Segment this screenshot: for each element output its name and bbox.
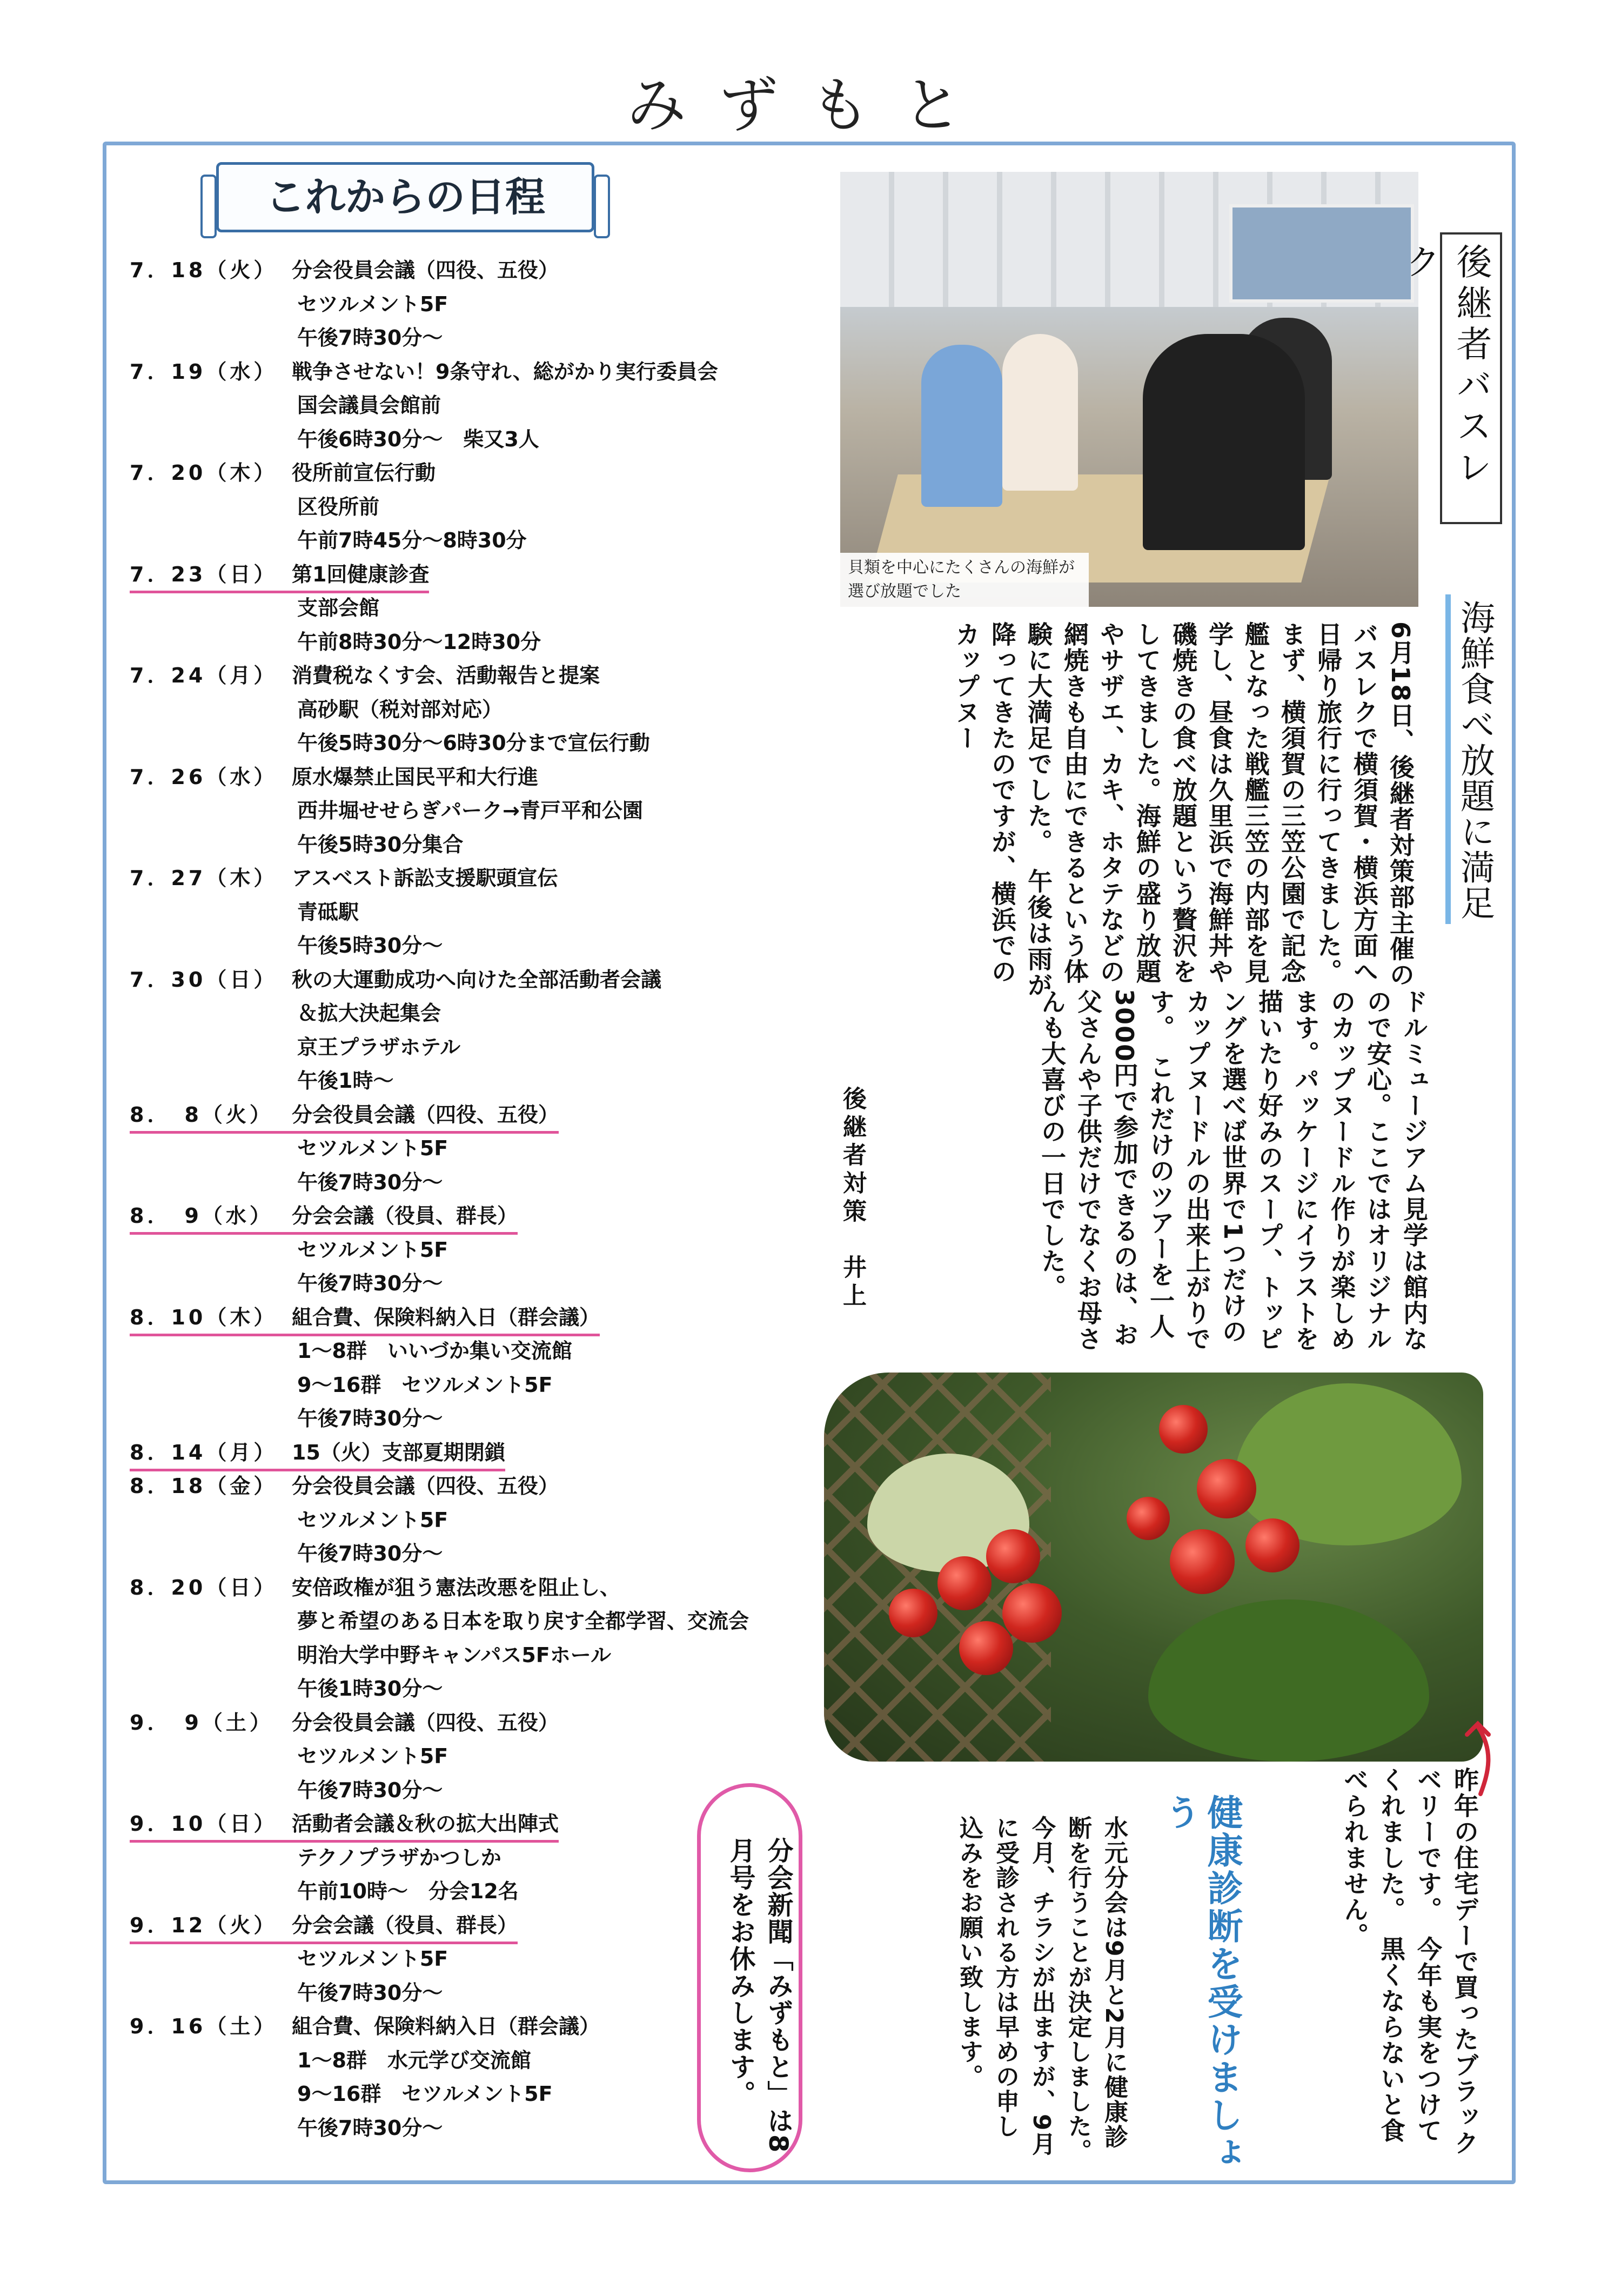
schedule-date: 7．20（木） <box>130 461 278 485</box>
schedule-date: 7．19（水） <box>130 359 278 384</box>
schedule-line <box>297 1267 443 1300</box>
schedule-text: 15（火）支部夏期閉鎖 <box>292 1440 505 1464</box>
schedule-text: 西井堀せせらぎパーク→青戸平和公園 <box>297 799 643 822</box>
schedule-text: 1～8群 水元学び交流館 <box>297 2048 531 2072</box>
schedule-line <box>130 1808 559 1843</box>
schedule-text: 午後1時30分～ <box>297 1677 443 1701</box>
photo-berry <box>1159 1405 1208 1454</box>
schedule-line <box>297 828 463 861</box>
schedule-date: 7．23（日） <box>130 562 278 586</box>
schedule-text: 活動者会議＆秋の拡大出陣式 <box>292 1812 559 1836</box>
schedule-line <box>297 1234 448 1266</box>
schedule-line <box>297 1166 443 1199</box>
schedule-line <box>297 491 379 523</box>
schedule-text: アスベスト訴訟支援駅頭宣伝 <box>292 866 558 890</box>
schedule-text: 青砥駅 <box>297 900 359 924</box>
schedule-line <box>297 592 379 624</box>
schedule-date: 7．18（火） <box>130 258 278 282</box>
schedule-date: 7．24（月） <box>130 664 278 687</box>
schedule-line <box>297 389 441 421</box>
schedule-text: 組合費、保険料納入日（群会議） <box>292 2014 600 2038</box>
schedule-line <box>297 1774 443 1806</box>
schedule-text: 分会会議（役員、群長） <box>292 1913 518 1937</box>
schedule-line <box>297 1740 448 1772</box>
schedule-text: 午後7時30分～ <box>297 1271 443 1295</box>
schedule-line <box>297 929 443 962</box>
schedule-text: 組合費、保険料納入日（群会議） <box>292 1305 600 1329</box>
schedule-text: 夢と希望のある日本を取り戻す全都学習、交流会 <box>297 1609 749 1633</box>
schedule-text: 9～16群 セツルメント5F <box>297 2082 553 2106</box>
photo-person <box>1143 334 1305 550</box>
schedule-text: セツルメント5F <box>297 1947 448 1971</box>
schedule-line <box>297 423 539 456</box>
schedule-line <box>297 1605 749 1637</box>
schedule-text: セツルメント5F <box>297 1744 448 1768</box>
photo-person <box>921 345 1002 507</box>
schedule-text: 午後7時30分～ <box>297 326 443 350</box>
photo-berry <box>1245 1518 1300 1572</box>
schedule-line <box>297 1369 553 1401</box>
schedule-date: 8．14（月） <box>130 1440 278 1464</box>
schedule-text: 高砂駅（税対部対応） <box>297 697 503 721</box>
schedule-text: 分会役員会議（四役、五役） <box>292 258 559 282</box>
photo-berry <box>1197 1459 1256 1518</box>
schedule-line <box>297 1504 448 1536</box>
schedule-date: 7．27（木） <box>130 866 278 890</box>
schedule-date: 9．12（火） <box>130 1913 278 1937</box>
schedule-line <box>297 727 650 759</box>
health-checkup-body: 水元分会は9月と2月に健康診断を行うことが決定しました。 今月、チラシが出ますが、9月に受診される方は早めの申し込みをお願い致します。 <box>955 1816 1128 2177</box>
photo-berry <box>959 1621 1013 1675</box>
schedule-date: 8．18（金） <box>130 1474 278 1498</box>
schedule-text: セツルメント5F <box>297 292 448 316</box>
article-headline: 海鮮食べ放題に満足 <box>1455 600 1495 921</box>
schedule-date: 8． 9（水） <box>130 1204 273 1228</box>
schedule-text: 分会役員会議（四役、五役） <box>292 1474 559 1498</box>
schedule-line <box>297 2112 443 2144</box>
schedule-date: 7．26（水） <box>130 765 278 789</box>
buffet-photo <box>840 172 1418 607</box>
schedule-line <box>297 693 503 726</box>
schedule-line <box>297 794 643 827</box>
schedule-line <box>297 1537 443 1570</box>
schedule-text: 京王プラザホテル <box>297 1035 461 1059</box>
schedule-line <box>130 2010 600 2043</box>
schedule-text: 安倍政権が狙う憲法改悪を阻止し、 <box>292 1575 621 1599</box>
schedule-line <box>297 896 359 928</box>
photo-berry <box>1002 1583 1062 1643</box>
schedule-line <box>297 288 448 320</box>
schedule-line <box>130 963 661 996</box>
schedule-text: 国会議員会館前 <box>297 393 441 417</box>
schedule-line <box>297 1943 448 1975</box>
schedule-text: 午後7時30分～ <box>297 1778 443 1802</box>
schedule-text: 分会会議（役員、群長） <box>292 1204 518 1228</box>
schedule-text: 午後7時30分～ <box>297 2116 443 2140</box>
schedule-text: 区役所前 <box>297 494 380 519</box>
schedule-text: セツルメント5F <box>297 1136 448 1160</box>
schedule-line <box>130 761 538 793</box>
schedule-line <box>130 1909 518 1944</box>
schedule-line <box>130 558 429 593</box>
schedule-text: 9～16群 セツルメント5F <box>297 1373 553 1397</box>
schedule-text: セツルメント5F <box>297 1237 448 1262</box>
photo-person <box>1002 334 1078 491</box>
schedule-text: 役所前宣伝行動 <box>292 461 436 485</box>
schedule-text: 午後7時30分～ <box>297 1170 443 1194</box>
schedule-line <box>297 1132 448 1164</box>
newsletter-masthead: みずもと <box>627 71 994 140</box>
schedule-date: 9．16（土） <box>130 2014 278 2038</box>
blackberry-photo <box>824 1373 1483 1762</box>
photo-berry <box>1127 1497 1170 1540</box>
schedule-text: 1～8群 いいづか集い交流館 <box>297 1339 572 1363</box>
schedule-line <box>130 1470 559 1502</box>
photo-berry <box>889 1589 937 1637</box>
schedule-text: 午後7時30分～ <box>297 1407 443 1430</box>
schedule-text: 午後1時～ <box>297 1069 394 1093</box>
schedule-text: 午後5時30分～ <box>297 934 443 958</box>
schedule-line <box>297 2044 531 2077</box>
schedule-text: 午前7時45分～8時30分 <box>297 528 527 552</box>
schedule-line <box>130 1301 600 1336</box>
schedule-line <box>130 457 436 489</box>
photo-window <box>1229 204 1414 303</box>
schedule-line <box>130 356 718 388</box>
schedule-line <box>130 1571 620 1604</box>
schedule-text: 支部会館 <box>297 596 380 620</box>
issue-notice: 分会新聞「みずもと」は8月号をお休みします。 <box>725 1837 793 2154</box>
schedule-line <box>297 1977 443 2009</box>
schedule-text: 午後5時30分集合 <box>297 832 464 856</box>
article-author: 後継者対策 井上 <box>839 1086 866 1311</box>
schedule-line <box>297 1842 501 1874</box>
schedule-text: 分会役員会議（四役、五役） <box>292 1102 559 1127</box>
schedule-text: 第1回健康診査 <box>292 562 430 586</box>
schedule-text: 午前10時～ 分会12名 <box>297 1879 519 1903</box>
schedule-line <box>297 1672 443 1705</box>
schedule-line <box>297 1335 572 1367</box>
schedule-line <box>297 626 541 658</box>
schedule-text: 午後6時30分～ 柴又3人 <box>297 427 539 451</box>
schedule-line <box>130 1706 559 1739</box>
schedule-text: 消費税なくす会、活動報告と提案 <box>292 664 600 687</box>
schedule-line <box>297 1402 443 1435</box>
schedule-text: セツルメント5F <box>297 1508 448 1532</box>
article-body-upper: 6月18日、後継者対策部主催のバスレクで横須賀・横浜方面へ日帰り旅行に行ってきました。 まず、横須賀の三笠公園で記念艦となった戦艦三笠の内部を見学し、昼食は久里浜で海鮮丼や磯焼きの食べ放題という贅沢をしてきました。海鮮の盛り放題やサザエ、カキ、ホタテなどの網焼きも自由にできるという体験に大満足でした。 午後は雨が降ってきたのですが、横浜でのカップヌー <box>952 621 1415 998</box>
health-checkup-title: 健康診断を受けましょう <box>1159 1794 1243 2172</box>
schedule-date: 8．20（日） <box>130 1575 278 1599</box>
schedule-text: 午後7時30分～ <box>297 1542 443 1565</box>
photo-caption: 貝類を中心にたくさんの海鮮が選び放題でした <box>840 553 1089 607</box>
schedule-text: 秋の大運動成功へ向けた全部活動者会議 <box>292 967 662 992</box>
schedule-line <box>297 1031 460 1063</box>
schedule-text: テクノプラザかつしか <box>297 1845 501 1870</box>
blackberry-text: 昨年の住宅デーで買ったブラックベリーです。 今年も実をつけてくれました。 黒くならないと食べられません。 <box>1340 1767 1479 2156</box>
schedule-text: 午後7時30分～ <box>297 1980 443 2005</box>
photo-leaf <box>1148 1599 1429 1762</box>
schedule-text: 分会役員会議（四役、五役） <box>292 1710 559 1735</box>
schedule-text: 午後5時30分～6時30分まで宣伝行動 <box>297 731 650 755</box>
schedule-date: 9． 9（土） <box>130 1710 273 1735</box>
schedule-line <box>130 1200 518 1235</box>
schedule-line <box>297 997 441 1029</box>
section-title: 後継者バスレク <box>1399 243 1492 490</box>
photo-berry <box>986 1529 1040 1583</box>
schedule-line <box>297 1875 519 1907</box>
schedule-title: これからの日程 <box>216 162 594 232</box>
schedule-date: 7．30（日） <box>130 967 278 992</box>
schedule-text: 午前8時30分～12時30分 <box>297 630 541 654</box>
schedule-date: 9．10（日） <box>130 1812 278 1836</box>
schedule-line <box>130 1099 559 1134</box>
article-body-lower: ドルミュージアム見学は館内なので安心。ここではオリジナルのカップヌードル作りが楽しめます。パッケージにイラストを描いたり好みのスープ、トッピングを選べば世界で1つだけのカップヌードルの出来上がりです。 これだけのツアーを一人3000円で参加できるのは、お父さんや子供だけでなくお母さんも大喜びの一日でした。 <box>1037 989 1429 1352</box>
schedule-line <box>297 524 527 557</box>
schedule-line <box>130 1436 505 1471</box>
photo-berry <box>937 1556 992 1610</box>
schedule-line <box>297 1065 393 1097</box>
schedule-text: 明治大学中野キャンパス5Fホール <box>297 1643 611 1667</box>
schedule-line <box>130 659 600 692</box>
schedule-text: 戦争させない！9条守れ、総がかり実行委員会 <box>292 359 718 384</box>
schedule-date: 8． 8（火） <box>130 1102 273 1127</box>
schedule-date: 8．10（木） <box>130 1305 278 1329</box>
schedule-line <box>297 2078 553 2110</box>
schedule-text: 原水爆禁止国民平和大行進 <box>292 765 539 789</box>
schedule-line <box>297 1639 611 1671</box>
schedule-line <box>297 322 443 354</box>
photo-berry <box>1170 1529 1235 1594</box>
schedule-line <box>130 254 559 286</box>
schedule-text: ＆拡大決起集会 <box>297 1001 441 1025</box>
schedule-line <box>130 862 558 894</box>
